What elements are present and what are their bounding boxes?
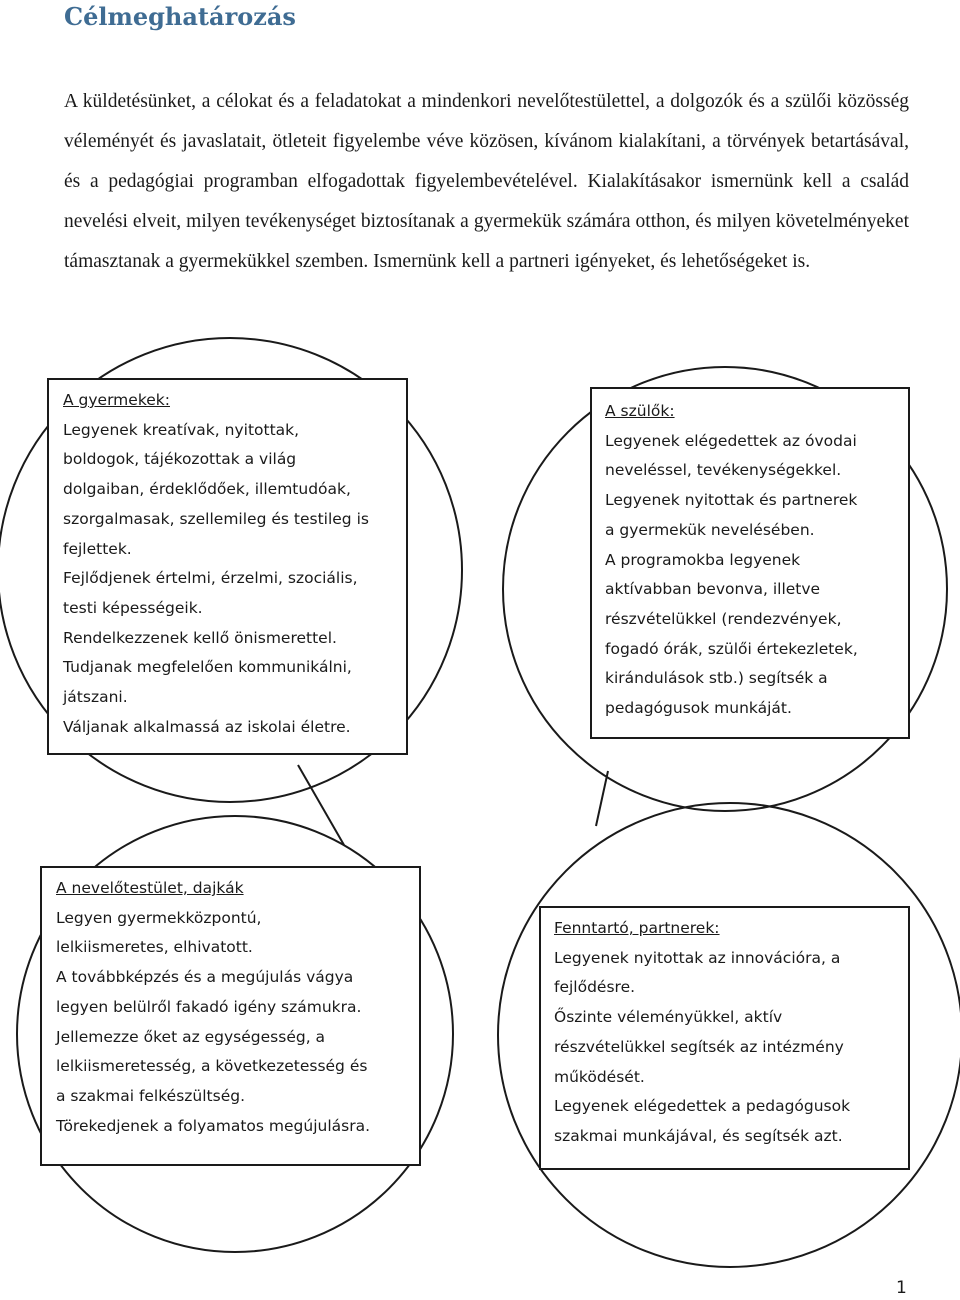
box-staff-line: lelkiismeretes, elhivatott. <box>56 938 253 957</box>
box-staff-line: Törekedjenek a folyamatos megújulásra. <box>56 1116 371 1135</box>
box-parents <box>590 387 910 739</box>
box-children-line: boldogok, tájékozottak a világ <box>63 450 297 469</box>
intro-paragraph: A küldetésünket, a célokat és a feladatokat a mindenkori nevelőtestülettel, a dolgozók és a szülői közösség véleményét és javaslatait, ötleteit figyelembe véve közösen, kívánom kialakítani, a törvények betartásával, és a pedagógiai programban elfogadottak figyelembevételével. Kialakításakor ismernünk kell a család nevelési elveit, milyen tevékenységet biztosítanak a gyermekük számára otthon, és milyen követelményeket támasztanak a gyermekükkel szemben. Ismernünk kell a partneri igényeket, és lehetőségeket is. <box>64 91 909 272</box>
box-sponsor-line: Legyenek nyitottak az innovációra, a <box>554 948 841 967</box>
box-staff-line: legyen belülről fakadó igény számukra. <box>56 997 362 1016</box>
box-sponsor-line: működését. <box>554 1067 645 1086</box>
box-children-line: fejlettek. <box>63 539 132 558</box>
box-parents-line: pedagógusok munkáját. <box>605 699 792 718</box>
box-parents-title: A szülők: <box>605 402 675 420</box>
box-parents-line: részvételükkel (rendezvények, <box>605 609 842 628</box>
box-staff-line: a szakmai felkészültség. <box>56 1086 245 1105</box>
box-parents-line: A programokba legyenek <box>605 550 801 569</box>
box-children-line: játszani. <box>63 688 128 707</box>
box-children-line: Tudjanak megfelelően kommunikálni, <box>63 658 352 677</box>
box-staff-line: Jellemezze őket az egységesség, a <box>56 1027 326 1046</box>
box-staff <box>40 866 421 1166</box>
box-children-line: testi képességeik. <box>63 598 203 617</box>
box-parents-line: fogadó órák, szülői értekezletek, <box>605 639 858 658</box>
box-parents-line: neveléssel, tevékenységekkel. <box>605 461 842 480</box>
box-children <box>47 378 408 755</box>
box-sponsor-line: Őszinte véleményükkel, aktív <box>554 1008 783 1027</box>
box-children-title: A gyermekek: <box>63 391 170 409</box>
box-children-line: Legyenek kreatívak, nyitottak, <box>63 420 300 439</box>
box-sponsor-line: szakmai munkájával, és segítsék azt. <box>554 1126 843 1145</box>
box-parents-line: aktívabban bevonva, illetve <box>605 580 821 599</box>
box-children-line: dolgaiban, érdeklődőek, illemtudóak, <box>63 480 351 499</box>
box-sponsor-title: Fenntartó, partnerek: <box>554 919 720 937</box>
box-staff-line: Legyen gyermekközpontú, <box>56 908 262 927</box>
box-children-line: Rendelkezzenek kellő önismerettel. <box>63 628 337 647</box>
box-staff-line: A továbbképzés és a megújulás vágya <box>56 968 354 987</box>
box-staff-line: lelkiismeretesség, a következetesség és <box>56 1057 368 1076</box>
box-parents-line: kirándulások stb.) segítsék a <box>605 669 828 688</box>
box-children-line: szorgalmasak, szellemileg és testileg is <box>63 509 369 528</box>
box-children-line: Fejlődjenek értelmi, érzelmi, szociális, <box>63 569 358 588</box>
box-sponsor-line: részvételükkel segítsék az intézmény <box>554 1037 844 1056</box>
box-parents-line: Legyenek elégedettek az óvodai <box>605 431 857 450</box>
connector-parents-sponsor <box>596 771 608 826</box>
box-parents-line: a gyermekük nevelésében. <box>605 520 815 539</box>
box-sponsor-line: fejlődésre. <box>554 978 636 997</box>
box-sponsor <box>539 906 910 1170</box>
page-number: 1 <box>896 1278 907 1298</box>
box-sponsor-line: Legyenek elégedettek a pedagógusok <box>554 1097 851 1116</box>
page-heading: Célmeghatározás <box>64 2 296 31</box>
box-children-line: Váljanak alkalmassá az iskolai életre. <box>63 717 351 736</box>
box-parents-line: Legyenek nyitottak és partnerek <box>605 491 858 510</box>
box-staff-title: A nevelőtestület, dajkák <box>56 879 244 897</box>
